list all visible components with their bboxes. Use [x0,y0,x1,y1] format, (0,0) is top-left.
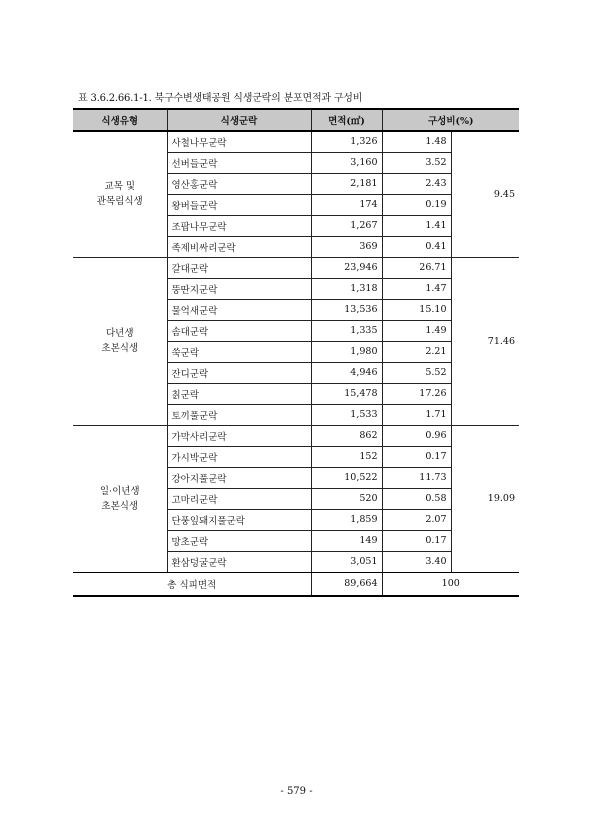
community-name-cell: 조팝나무군락 [167,215,311,236]
community-name-cell: 물억새군락 [167,299,311,320]
community-name-cell: 가막사리군락 [167,425,311,446]
ratio-cell: 1.41 [382,215,451,236]
area-cell: 862 [311,425,382,446]
group-ratio-cell: 9.45 [451,131,519,257]
vegetation-type-line2: 초본식생 [101,343,139,354]
area-cell: 1,318 [311,278,382,299]
area-cell: 1,980 [311,341,382,362]
table-row [73,257,519,278]
community-name-cell: 단풍잎돼지풀군락 [167,509,311,530]
community-name-cell: 족제비싸리군락 [167,236,311,257]
community-name-cell: 가시박군락 [167,446,311,467]
vegetation-type-line2: 초본식생 [101,500,139,512]
vegetation-type-line2: 관목림식생 [96,196,143,208]
area-cell: 152 [311,446,382,467]
ratio-cell: 0.17 [382,446,451,467]
area-cell: 520 [311,488,382,509]
community-name-cell: 사철나무군락 [167,131,311,152]
area-cell: 369 [311,236,382,257]
community-name-cell: 영산홍군락 [167,173,311,194]
group-ratio-cell: 19.09 [451,425,519,572]
area-cell: 15,478 [311,383,382,404]
ratio-cell: 17.26 [382,383,451,404]
ratio-cell: 5.52 [382,362,451,383]
table-header-row [73,109,519,131]
total-ratio: 100 [382,572,519,596]
ratio-cell: 2.21 [382,341,451,362]
ratio-cell: 0.96 [382,425,451,446]
ratio-cell: 2.07 [382,509,451,530]
ratio-cell: 0.58 [382,488,451,509]
group-ratio-cell: 71.46 [451,257,519,425]
area-cell: 149 [311,530,382,551]
ratio-cell: 3.52 [382,152,451,173]
table-body [73,131,519,596]
community-name-cell: 쑥군락 [167,341,311,362]
community-name-cell: 환삼덩굴군락 [167,551,311,572]
community-name-cell: 뚱딴지군락 [167,278,311,299]
vegetation-type-line1: 일·이년생 [99,485,140,497]
header-ratio: 구성비(%) [382,109,519,131]
page-number: - 579 - [280,786,313,797]
vegetation-type-cell [73,257,167,425]
area-cell: 1,267 [311,215,382,236]
community-name-cell: 강아지풀군락 [167,467,311,488]
table-caption: 표 3.6.2.66.1-1. 북구수변생태공원 식생군락의 분포면적과 구성비 [78,93,363,104]
community-name-cell: 토끼풀군락 [167,404,311,425]
ratio-cell: 1.71 [382,404,451,425]
vegetation-type-cell [73,131,167,257]
vegetation-type-line1: 교목 및 [104,181,136,193]
area-cell: 2,181 [311,173,382,194]
community-name-cell: 칡군락 [167,383,311,404]
table-row [73,425,519,446]
ratio-cell: 1.49 [382,320,451,341]
area-cell: 174 [311,194,382,215]
area-cell: 3,160 [311,152,382,173]
area-cell: 1,533 [311,404,382,425]
community-name-cell: 잔디군락 [167,362,311,383]
ratio-cell: 1.48 [382,131,451,152]
header-community: 식생군락 [167,109,311,131]
total-label: 총 식피면적 [73,572,311,596]
area-cell: 1,326 [311,131,382,152]
table-row [73,131,519,152]
total-row [73,572,519,596]
vegetation-type-line1: 다년생 [105,328,134,339]
area-cell: 1,335 [311,320,382,341]
community-name-cell: 왕버들군락 [167,194,311,215]
area-cell: 10,522 [311,467,382,488]
ratio-cell: 26.71 [382,257,451,278]
header-type: 식생유형 [73,109,167,131]
vegetation-type-cell [73,425,167,572]
area-cell: 13,536 [311,299,382,320]
header-area: 면적(㎡) [311,109,382,131]
community-name-cell: 망초군락 [167,530,311,551]
vegetation-table [73,108,519,597]
ratio-cell: 0.17 [382,530,451,551]
community-name-cell: 솜대군락 [167,320,311,341]
community-name-cell: 갈대군락 [167,257,311,278]
ratio-cell: 0.41 [382,236,451,257]
ratio-cell: 1.47 [382,278,451,299]
community-name-cell: 고마리군락 [167,488,311,509]
area-cell: 3,051 [311,551,382,572]
area-cell: 23,946 [311,257,382,278]
ratio-cell: 3.40 [382,551,451,572]
ratio-cell: 2.43 [382,173,451,194]
area-cell: 4,946 [311,362,382,383]
ratio-cell: 15.10 [382,299,451,320]
ratio-cell: 0.19 [382,194,451,215]
total-area: 89,664 [311,572,382,596]
ratio-cell: 11.73 [382,467,451,488]
area-cell: 1,859 [311,509,382,530]
community-name-cell: 선버들군락 [167,152,311,173]
